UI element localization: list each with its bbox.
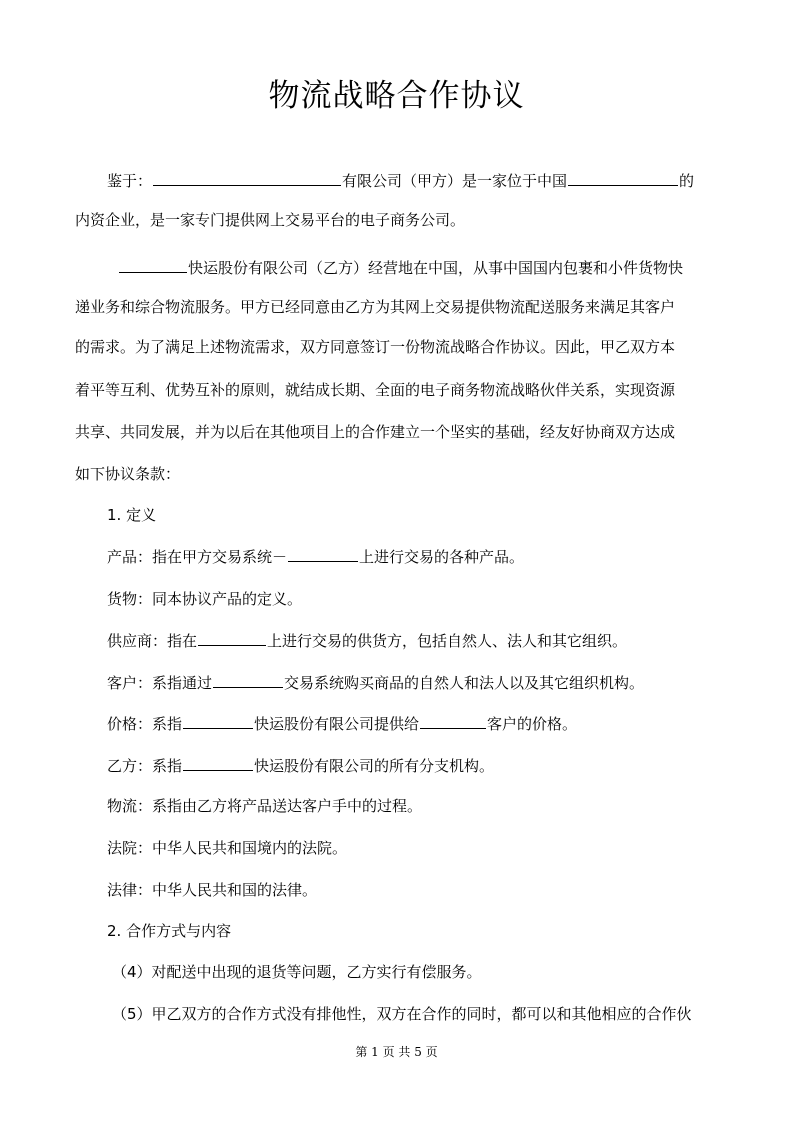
intro-line-4: 递业务和综合物流服务。甲方已经同意由乙方为其网上交易提供物流配送服务来满足其客户 [75, 298, 676, 316]
definition-goods: 货物：同本协议产品的定义。 [107, 590, 303, 608]
intro-text: 鉴于： [107, 172, 153, 190]
intro-line-8: 如下协议条款： [75, 465, 181, 483]
definition-court: 法院：中华人民共和国境内的法院。 [107, 839, 348, 857]
intro-text: 的 [679, 172, 695, 190]
blank-field [119, 257, 187, 273]
blank-field [198, 630, 266, 646]
definition-supplier [107, 630, 747, 651]
definition-text: 上进行交易的供货方，包括自然人、法人和其它组织。 [267, 632, 628, 650]
definition-customer [107, 672, 747, 693]
blank-field [213, 672, 283, 688]
blank-field [153, 170, 341, 186]
definition-text: 供应商：指在 [107, 632, 198, 650]
definition-product [107, 546, 747, 567]
section-2-item-5: （5）甲乙双方的合作方式没有排他性，双方在合作的同时，都可以和其他相应的合作伙 [112, 1005, 692, 1023]
intro-line-1 [107, 170, 747, 191]
definition-text: 客户：系指通过 [107, 674, 213, 692]
blank-field [183, 713, 253, 729]
intro-line-2: 内资企业，是一家专门提供网上交易平台的电子商务公司。 [75, 211, 466, 229]
definition-party-b [107, 755, 747, 776]
definition-text: 交易系统购买商品的自然人和法人以及其它组织机构。 [284, 674, 645, 692]
definition-text: 上进行交易的各种产品。 [359, 548, 525, 566]
intro-line-5: 的需求。为了满足上述物流需求，双方同意签订一份物流战略合作协议。因此，甲乙双方本 [75, 338, 676, 356]
definition-text: 快运股份有限公司提供给 [254, 715, 420, 733]
definition-text: 乙方：系指 [107, 757, 183, 775]
page-footer: 第 1 页 共 5 页 [355, 1045, 438, 1059]
blank-field [288, 546, 358, 562]
document-title: 物流战略合作协议 [268, 78, 525, 114]
definition-text: 快运股份有限公司的所有分支机构。 [254, 757, 495, 775]
definition-law: 法律：中华人民共和国的法律。 [107, 881, 318, 899]
intro-text: 有限公司（甲方）是一家位于中国 [342, 172, 568, 190]
section-2-item-4: （4）对配送中出现的退货等问题，乙方实行有偿服务。 [112, 963, 482, 981]
blank-field [183, 755, 253, 771]
definition-logistics: 物流：系指由乙方将产品送达客户手中的过程。 [107, 797, 423, 815]
definition-text: 价格：系指 [107, 715, 183, 733]
section-2-heading: 2. 合作方式与内容 [107, 922, 232, 940]
definition-text: 客户的价格。 [487, 715, 578, 733]
intro-line-6: 着平等互利、优势互补的原则，就结成长期、全面的电子商务物流战略伙伴关系，实现资源 [75, 381, 676, 399]
intro-text: 快运股份有限公司（乙方）经营地在中国，从事中国国内包裹和小件货物快 [188, 259, 684, 277]
section-1-heading: 1. 定义 [107, 506, 157, 524]
blank-field [568, 170, 678, 186]
definition-text: 产品：指在甲方交易系统－ [107, 548, 288, 566]
intro-line-3 [118, 257, 758, 278]
intro-line-7: 共享、共同发展，并为以后在其他项目上的合作建立一个坚实的基础，经友好协商双方达成 [75, 423, 676, 441]
definition-price [107, 713, 747, 734]
blank-field [420, 713, 486, 729]
